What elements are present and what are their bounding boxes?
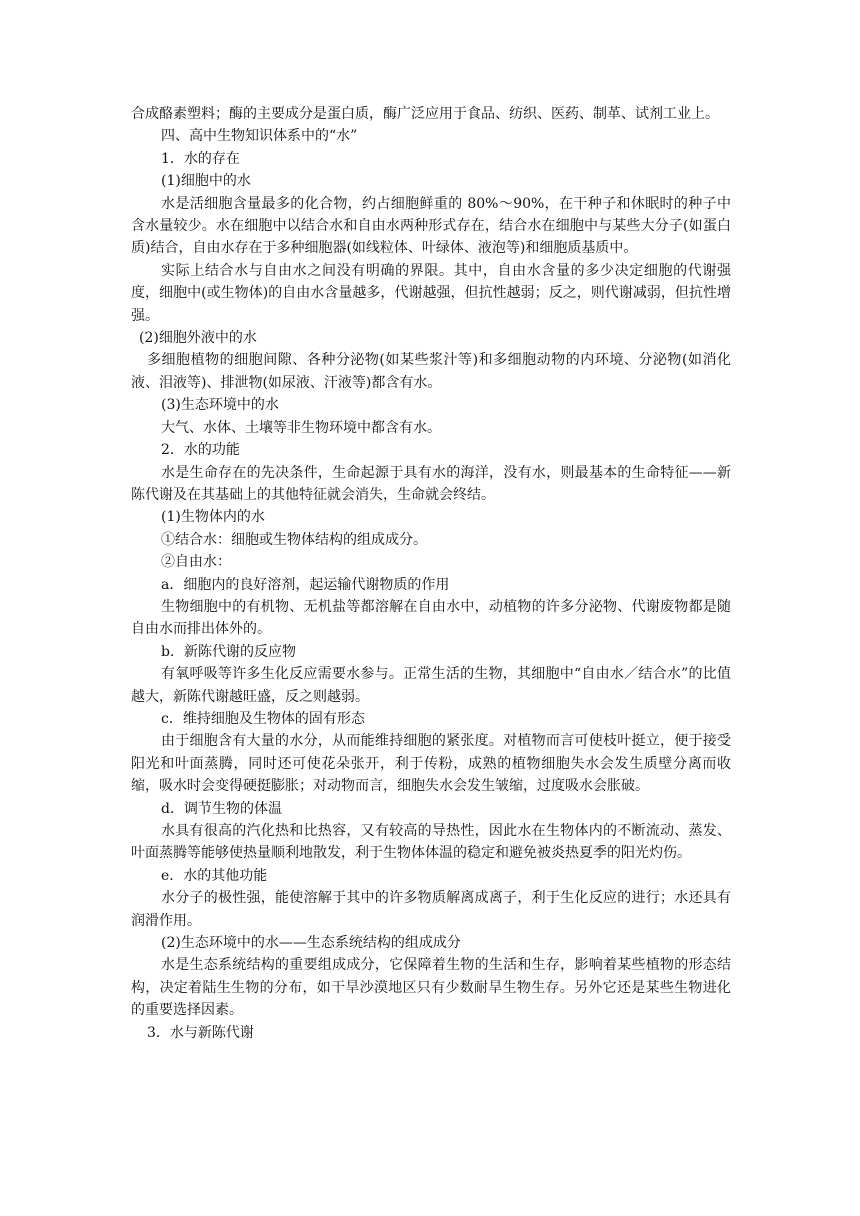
point-heading: e．水的其他功能: [161, 867, 268, 884]
point-heading: a．细胞内的良好溶剂，起运输代谢物质的作用: [161, 576, 450, 593]
point-heading: c．维持细胞及生物体的固有形态: [161, 710, 365, 727]
paragraph: 水是活细胞含量最多的化合物，约占细胞鲜重的 80%～90%，在干种子和休眠时的种子中含水量较少。水在细胞中以结合水和自由水两种形式存在，结合水在细胞中与某些大分子(如蛋白质)结合，自由水存在于多种细胞器(如线粒体、叶绿体、液泡等)和细胞质基质中。: [131, 195, 731, 257]
subsubsection-heading: (1)细胞中的水: [161, 173, 251, 190]
paragraph: 多细胞植物的细胞间隙、各种分泌物(如某些浆汁等)和多细胞动物的内环境、分泌物(如消化液、泪液等)、排泄物(如尿液、汗液等)都含有水。: [131, 352, 731, 391]
paragraph: 由于细胞含有大量的水分，从而能维持细胞的紧张度。对植物而言可使枝叶挺立，便于接受阳光和叶面蒸腾，同时还可使花朵张开，利于传粉，成熟的植物细胞失水会发生质壁分离而收缩，吸水时会变得硬挺膨胀；对动物而言，细胞失水会发生皱缩，过度吸水会胀破。: [131, 733, 731, 795]
subsubsection-heading: (1)生物体内的水: [161, 509, 265, 526]
point-heading: b．新陈代谢的反应物: [161, 643, 296, 660]
subsection-heading: 2．水的功能: [161, 442, 240, 459]
subsubsection-heading: (2)生态环境中的水——生态系统结构的组成成分: [161, 935, 461, 952]
paragraph: 水是生态系统结构的重要组成成分，它保障着生物的生活和生存，影响着某些植物的形态结构，决定着陆生生物的分布，如干旱沙漠地区只有少数耐旱生物生存。另外它还是某些生物进化的重要选择因素。: [131, 957, 731, 1019]
point-heading: d．调节生物的体温: [161, 800, 282, 817]
subsection-heading: 3．水与新陈代谢: [147, 1024, 254, 1041]
paragraph: 有氧呼吸等许多生化反应需要水参与。正常生活的生物，其细胞中“自由水／结合水”的比值越大，新陈代谢越旺盛，反之则越弱。: [131, 666, 731, 705]
paragraph: 实际上结合水与自由水之间没有明确的界限。其中，自由水含量的多少决定细胞的代谢强度，细胞中(或生物体)的自由水含量越多，代谢越强，但抗性越弱；反之，则代谢减弱，但抗性增强。: [131, 262, 731, 324]
list-item: ①结合水：细胞或生物体结构的组成成分。: [161, 531, 427, 548]
subsection-heading: 1．水的存在: [161, 150, 240, 167]
subsubsection-heading: (3)生态环境中的水: [161, 397, 279, 414]
paragraph: 水是生命存在的先决条件，生命起源于具有水的海洋，没有水，则最基本的生命特征——新陈代谢及在其基础上的其他特征就会消失，生命就会终结。: [131, 464, 731, 503]
list-item: ②自由水：: [161, 554, 231, 571]
paragraph: 水分子的极性强，能使溶解于其中的许多物质解离成离子，利于生化反应的进行；水还具有润滑作用。: [131, 890, 731, 929]
paragraph: 生物细胞中的有机物、无机盐等都溶解在自由水中，动植物的许多分泌物、代谢废物都是随自由水而排出体外的。: [131, 598, 731, 638]
section-heading: 四、高中生物知识体系中的“水”: [161, 128, 358, 145]
paragraph-continuation: 合成酪素塑料；酶的主要成分是蛋白质，酶广泛应用于食品、纺织、医药、制革、试剂工业上。: [131, 106, 719, 122]
subsubsection-heading: (2)细胞外液中的水: [139, 330, 257, 347]
paragraph: 水具有很高的汽化热和比热容，又有较高的导热性，因此水在生物体内的不断流动、蒸发、叶面蒸腾等能够使热量顺利地散发，利于生物体体温的稳定和避免被炎热夏季的阳光灼伤。: [131, 823, 731, 862]
paragraph: 大气、水体、土壤等非生物环境中都含有水。: [161, 419, 441, 436]
document-body: [131, 103, 731, 1044]
